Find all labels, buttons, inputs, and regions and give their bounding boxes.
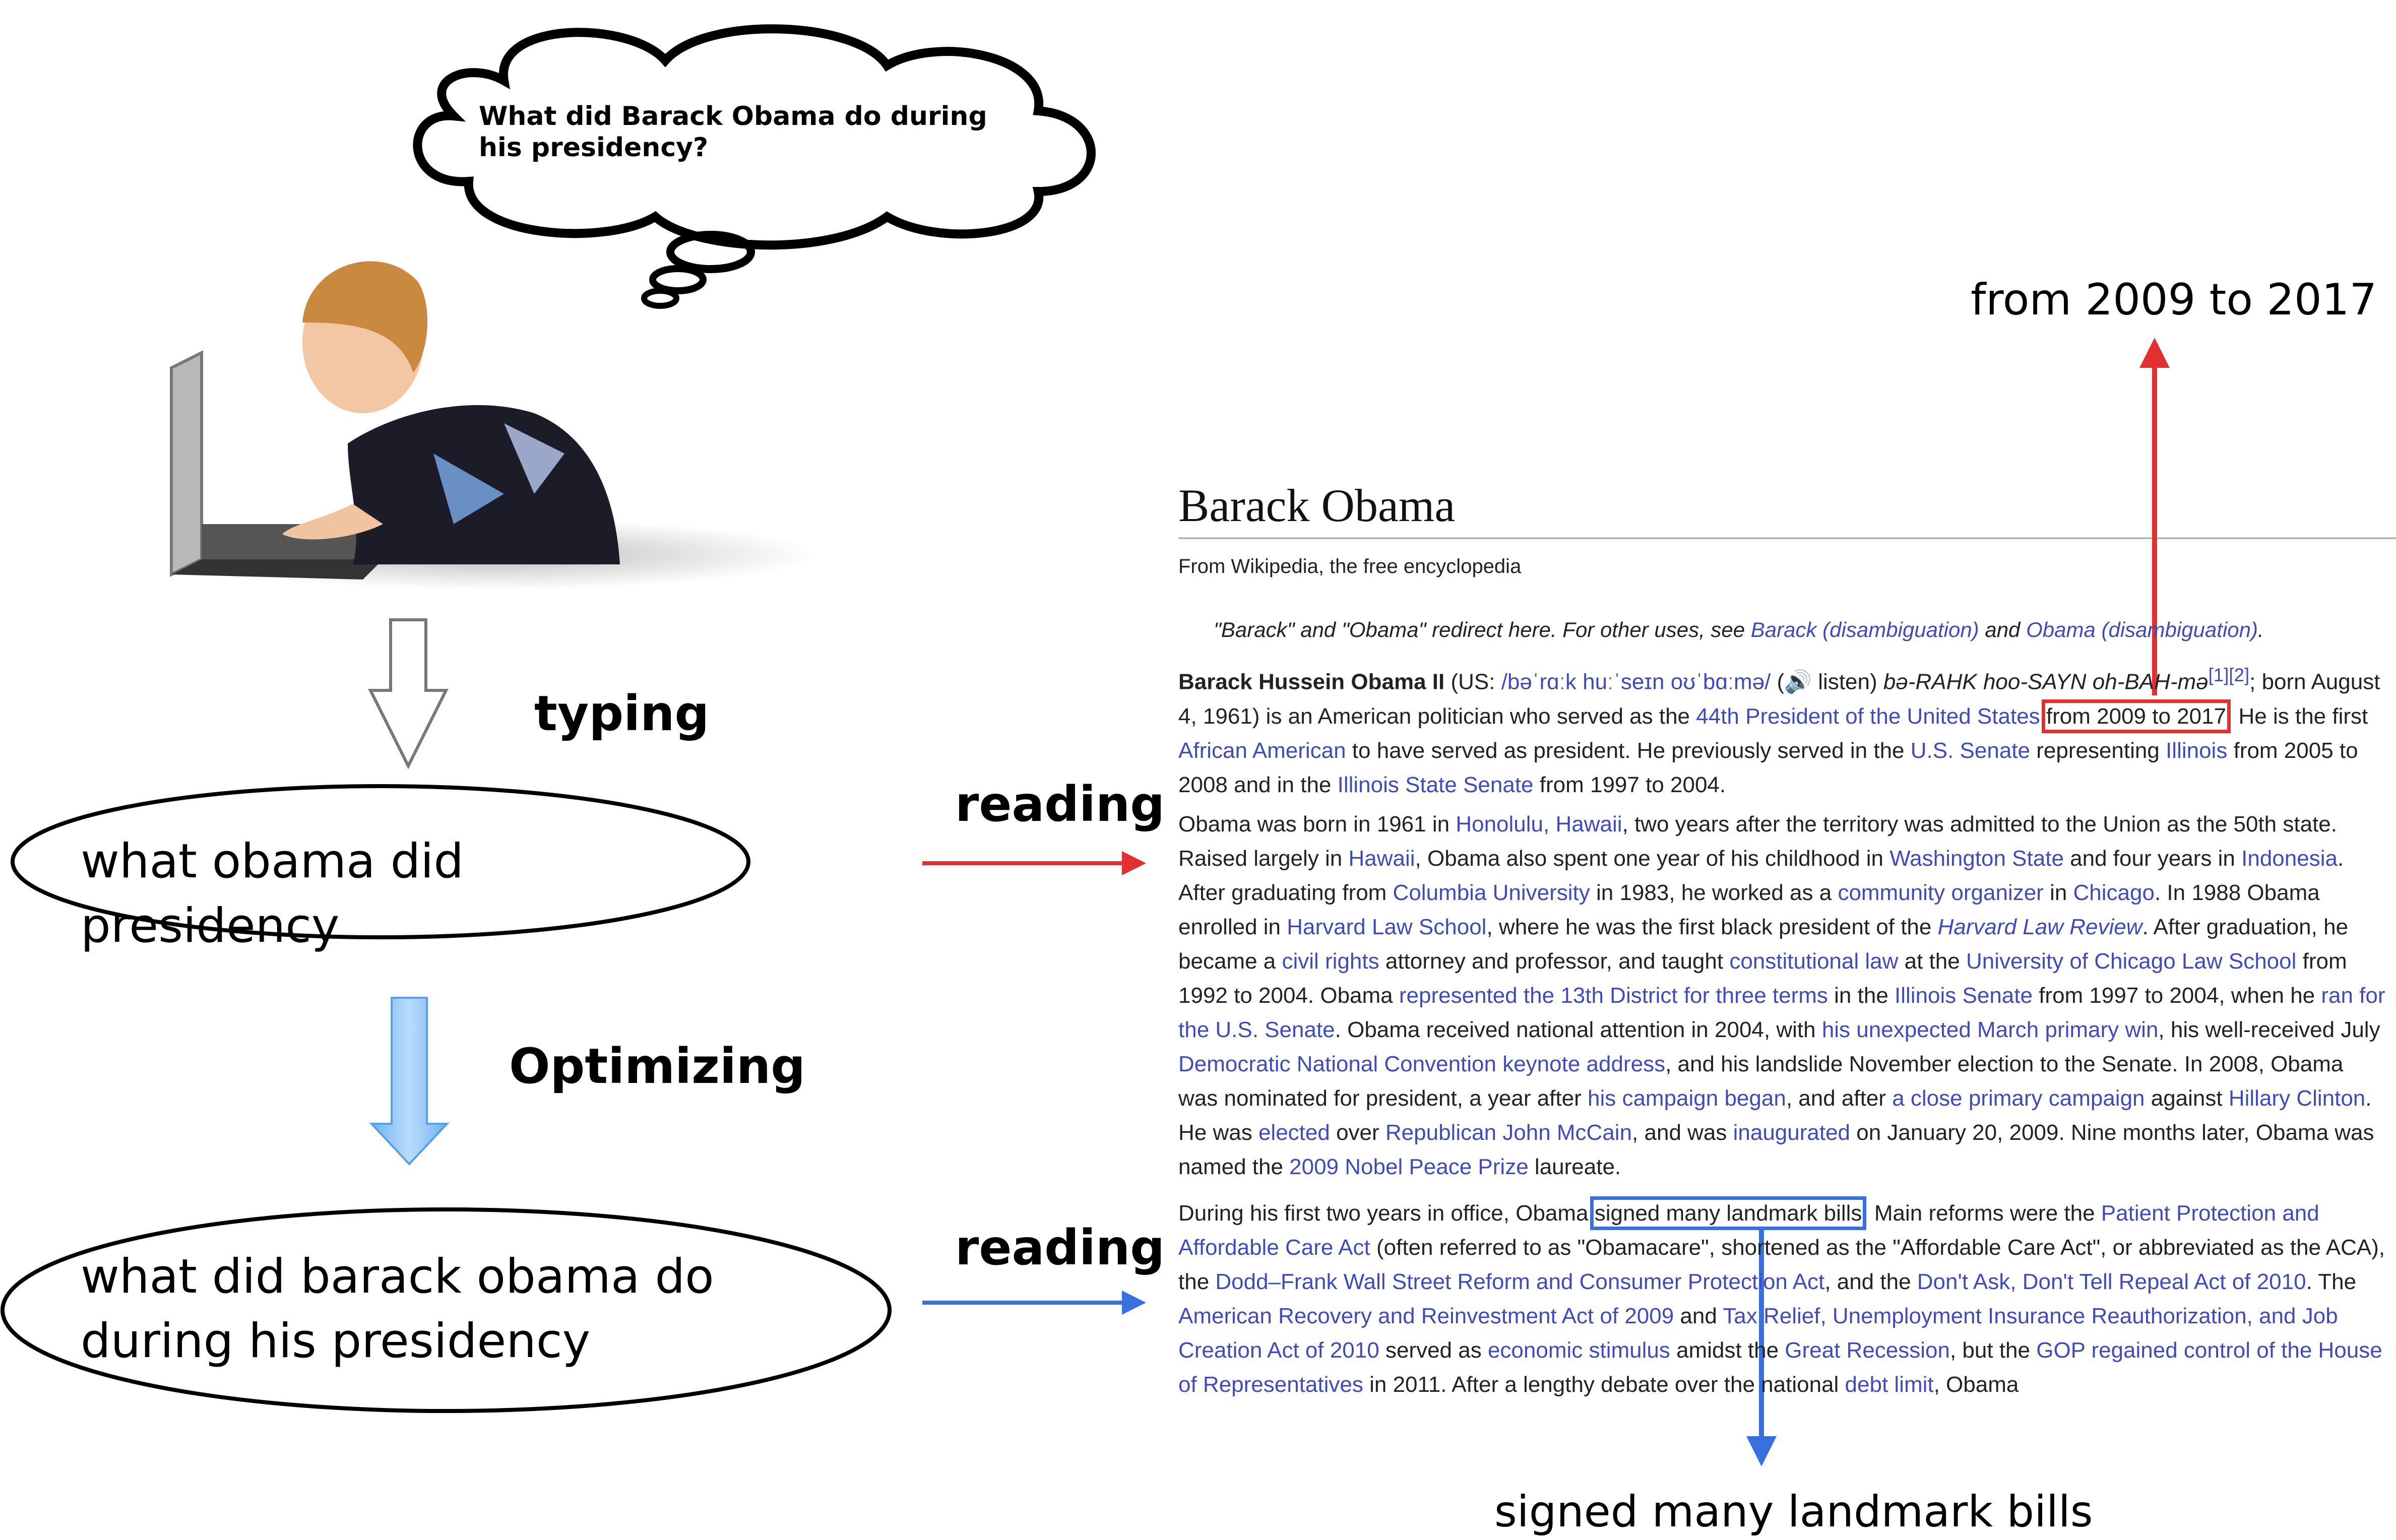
wiki-link[interactable]: Harvard Law School	[1287, 915, 1487, 939]
highlighted-span-bills: signed many landmark bills	[1594, 1201, 1862, 1226]
thought-cloud	[417, 29, 1091, 306]
optimized-query-text: what did barack obama do during his presidency	[81, 1249, 714, 1369]
wiki-paragraph-3: During his first two years in office, Obama signed many landmark bills. Main reforms were the Patient Protection and Affordable Care Act (often referred to as "Obamacare", shortened as the "Affordable Care Act", or abbreviated as the ACA), the Dodd–Frank Wall Street Reform and Consumer Protection Act, and the Don't Ask, Don't Tell Repeal Act of 2010. The American Recovery and Reinvestment Act of 2009 and Tax Relief, Unemployment Insurance Reauthorization, and Job Creation Act of 2010 served as economic stimulus amidst the Great Recession, but the GOP regained control of the House of Representatives in 2011. After a lengthy debate over the national debt limit, Obama	[1178, 1201, 2385, 1397]
wiki-link[interactable]: Washington State	[1889, 846, 2064, 871]
wiki-link[interactable]: inaugurated	[1733, 1120, 1851, 1145]
wiki-link[interactable]: /bəˈrɑːk huːˈseɪn oʊˈbɑːmə/	[1501, 669, 1771, 694]
wiki-link[interactable]: GOP regained control of the House of Representatives	[1178, 1338, 2382, 1397]
wiki-link[interactable]: debt limit	[1845, 1372, 1934, 1397]
wiki-link[interactable]: Illinois Senate	[1895, 983, 2033, 1008]
optimizing-label: Optimizing	[509, 1038, 805, 1095]
wiki-link[interactable]: Illinois State Senate	[1337, 772, 1534, 797]
wiki-link[interactable]: Illinois	[2166, 738, 2228, 763]
wiki-link[interactable]: Honolulu, Hawaii	[1456, 812, 1622, 837]
wiki-link[interactable]: Barack (disambiguation)	[1750, 618, 1979, 641]
raw-query-text: what obama did presidency	[81, 834, 464, 953]
wiki-link[interactable]: Indonesia	[2241, 846, 2338, 871]
wiki-link[interactable]: Hillary Clinton	[2228, 1086, 2366, 1111]
thought-bubble-text: What did Barack Obama do during his presidency?	[479, 101, 987, 163]
wiki-page-title: Barack Obama	[1178, 480, 1456, 531]
wiki-link[interactable]: University of Chicago Law School	[1966, 949, 2297, 974]
wiki-link[interactable]: elected	[1258, 1120, 1330, 1145]
wiki-link[interactable]: civil rights	[1282, 949, 1379, 974]
wiki-link[interactable]: Columbia University	[1393, 880, 1590, 905]
wiki-link[interactable]: 2009 Nobel Peace Prize	[1289, 1154, 1529, 1179]
reading-label-top: reading	[955, 776, 1165, 832]
typing-label: typing	[534, 685, 710, 742]
wiki-link[interactable]: Republican John McCain	[1385, 1120, 1632, 1145]
reading-label-bottom: reading	[955, 1220, 1165, 1276]
wiki-link[interactable]: constitutional law	[1729, 949, 1899, 974]
wiki-link[interactable]: Democratic National Convention keynote address	[1178, 1052, 1666, 1076]
wiki-link[interactable]: African American	[1178, 738, 1346, 763]
wiki-link[interactable]: Obama (disambiguation)	[2026, 618, 2258, 641]
wiki-link[interactable]: Hawaii	[1348, 846, 1415, 871]
highlighted-span-dates: from 2009 to 2017	[2046, 703, 2227, 729]
wiki-link[interactable]: represented the 13th District for three terms	[1399, 983, 1828, 1008]
wiki-paragraph-2: Obama was born in 1961 in Honolulu, Hawaii, two years after the territory was admitted to the Union as the 50th state. Raised largely in Hawaii, Obama also spent one year of his childhood in Washington State and four years in Indonesia. After graduating from Columbia University in 1983, he worked as a community organizer in Chicago. In 1988 Obama enrolled in Harvard Law School, where he was the first black president of the Harvard Law Review. After graduation, he became a civil rights attorney and professor, and taught constitutional law at the University of Chicago Law School from 1992 to 2004. Obama represented the 13th District for three terms in the Illinois Senate from 1997 to 2004, when he ran for the U.S. Senate. Obama received national attention in 2004, with his unexpected March primary win, his well-received July Democratic National Convention keynote address, and his landslide November election to the Senate. In 2008, Obama was nominated for president, a year after his campaign began, and after a close primary campaign against Hillary Clinton. He was elected over Republican John McCain, and was inaugurated on January 20, 2009. Nine months later, Obama was named the 2009 Nobel Peace Prize laureate.	[1178, 812, 2385, 1179]
wiki-link[interactable]: Dodd–Frank Wall Street Reform and Consumer Protection Act	[1215, 1269, 1825, 1294]
wiki-paragraph-1: Barack Hussein Obama II (US: /bəˈrɑːk huːˈseɪn oʊˈbɑːmə/ (🔊 listen) bə-RAHK hoo-SAYN oh-BAH-mə[1][2]; born August 4, 1961) is an American politician who served as the 44th President of the United States from 2009 to 2017. He is the first African American to have served as president. He previously served in the U.S. Senate representing Illinois from 2005 to 2008 and in the Illinois State Senate from 1997 to 2004.	[1178, 665, 2380, 797]
answer-bottom-text: signed many landmark bills	[1494, 1487, 2093, 1537]
typing-arrow-icon	[370, 620, 446, 766]
wiki-link[interactable]: American Recovery and Reinvestment Act of 2009	[1178, 1304, 1674, 1328]
wiki-link[interactable]: his campaign began	[1587, 1086, 1786, 1111]
wiki-link[interactable]: Patient Protection and Affordable Care Act	[1178, 1201, 2319, 1260]
boy-with-laptop-illustration	[171, 261, 816, 590]
wiki-link[interactable]: a close primary campaign	[1892, 1086, 2145, 1111]
wiki-link[interactable]: community organizer	[1838, 880, 2044, 905]
wiki-reference[interactable]: [1][2]	[2208, 665, 2250, 685]
wiki-link[interactable]: 44th President of the United States	[1696, 703, 2040, 729]
wiki-subtitle: From Wikipedia, the free encyclopedia	[1178, 555, 1522, 578]
wiki-link[interactable]: Chicago	[2073, 880, 2155, 905]
wiki-link[interactable]: U.S. Senate	[1910, 738, 2030, 763]
wiki-link[interactable]: Tax Relief, Unemployment Insurance Reauthorization, and Job Creation Act of 2010	[1178, 1304, 2338, 1363]
answer-top-text: from 2009 to 2017	[1971, 275, 2377, 325]
wiki-link[interactable]: Don't Ask, Don't Tell Repeal Act of 2010	[1917, 1269, 2306, 1294]
wiki-link[interactable]: economic stimulus	[1487, 1338, 1670, 1363]
optimizing-arrow-icon	[371, 998, 447, 1164]
wiki-link[interactable]: ran for the U.S. Senate	[1178, 983, 2385, 1042]
wiki-link[interactable]: his unexpected March primary win	[1821, 1017, 2159, 1042]
wiki-hatnote: "Barack" and "Obama" redirect here. For other uses, see Barack (disambiguation) and Obama (disambiguation).	[1214, 618, 2264, 641]
wiki-link[interactable]: Great Recession	[1785, 1338, 1950, 1363]
wiki-link[interactable]: Harvard Law Review	[1937, 915, 2142, 939]
